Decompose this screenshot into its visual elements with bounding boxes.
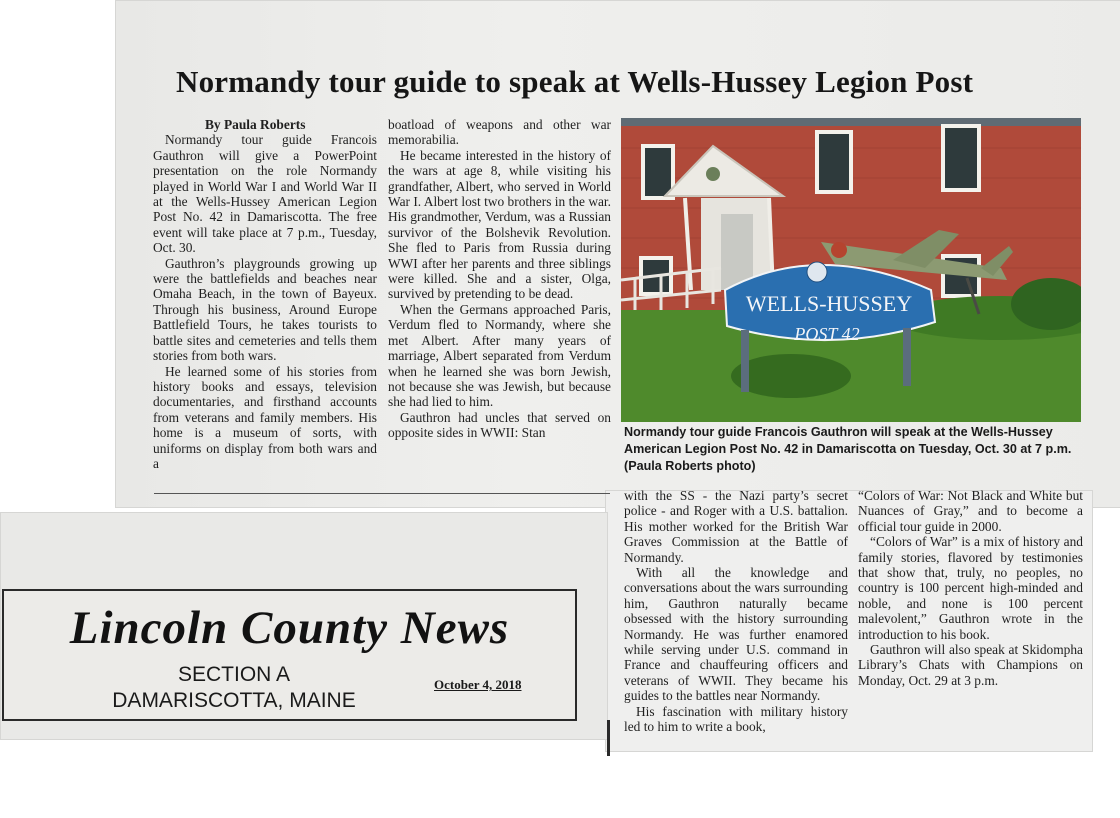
article-column-3 [624,488,848,735]
section-label: SECTION A [177,663,291,686]
column-divider [154,493,610,494]
paragraph: Gauthron’s playgrounds growing up were the battlefields and beaches near Omaha Beach, in the town of Bayeux. Through his business, Around Europe Battlefield Tours, he takes tourists to battle sites and cemeteries and tells them stories from both wars. [153,255,377,364]
paragraph: with the SS - the Nazi party’s secret police - and Roger with a U.S. battalion. His mother worked for the British War Graves Commission at the Battle of Normandy. [624,488,848,565]
clipping-edge-rule [607,720,610,756]
paragraph: “Colors of War” is a mix of history and family stories, flavored by testimonies that show that, truly, no peoples, no country is 100 percent high-minded and noble, and none is 100 percent malevolent,” Gauthron wrote in the introduction to his book. [858,534,1083,642]
article-headline: Normandy tour guide to speak at Wells-Hussey Legion Post [176,64,974,99]
paragraph: Normandy tour guide Francois Gauthron will give a PowerPoint presentation on the role Normandy played in World War I and World War II at the Wells-Hussey American Legion Post No. 42 in Damariscotta. The free event will take place at 7 p.m., Tuesday, Oct. 30. [153,132,377,256]
article-column-4 [858,488,1083,688]
masthead-title: Lincoln County News [69,602,510,654]
article-column-1 [153,117,377,471]
paragraph: “Colors of War: Not Black and White but Nuances of Gray,” and to become a official tour guide in 2000. [858,488,1083,534]
article-column-2 [388,117,611,441]
legion-post-photo [621,118,1081,422]
city-label: DAMARISCOTTA, MAINE [112,689,356,712]
sign-line-1: WELLS-HUSSEY [745,291,913,316]
photo-caption: Normandy tour guide Francois Gauthron will speak at the Wells-Hussey American Legion Post No. 42 in Damariscotta on Tuesday, Oct. 30 at 7 p.m. (Paula Roberts photo) [624,425,1072,473]
paragraph: When the Germans approached Paris, Verdum fled to Normandy, where she met Albert. After many years of marriage, Albert separated from Verdum when he learned she was born Jewish, not because she was Jewish, but because she had lied to him. [388,301,611,410]
paragraph: He learned some of his stories from history books and essays, television documentaries, and firsthand accounts from veterans and family members. His home is a museum of sorts, with uniforms on display from both wars and a [153,363,377,471]
byline: By Paula Roberts [205,117,306,132]
paragraph: Gauthron had uncles that served on opposite sides in WWII: Stan [388,409,611,441]
paragraph: He became interested in the history of the wars at age 8, while visiting his grandfather, Albert, who served in World War I. Albert lost two brothers in the war. His grandmother, Verdum, was a Russian survivor of the Bolshevik Revolution. She fled to Paris from Russia during WWI after her parents and three siblings were killed. She and a sister, Olga, survived by pretending to be dead. [388,147,611,302]
newspaper-nameplate [2,589,577,721]
paragraph: boatload of weapons and other war memorabilia. [388,117,611,148]
sign-line-2: POST 42 [794,324,860,344]
paragraph: With all the knowledge and conversations about the wars surrounding him, Gauthron naturally became obsessed with the history surrounding Normandy. He was further enamored while serving under U.S. command in France and chauffeuring officers and veterans of WWII. They became his guides to the battles near Normandy. [624,565,848,704]
publication-date: October 4, 2018 [434,677,522,692]
paragraph: Gauthron will also speak at Skidompha Library’s Chats with Champions on Monday, Oct. 29 at 3 p.m. [858,642,1083,688]
paragraph: His fascination with military history led to him to write a book, [624,703,848,735]
